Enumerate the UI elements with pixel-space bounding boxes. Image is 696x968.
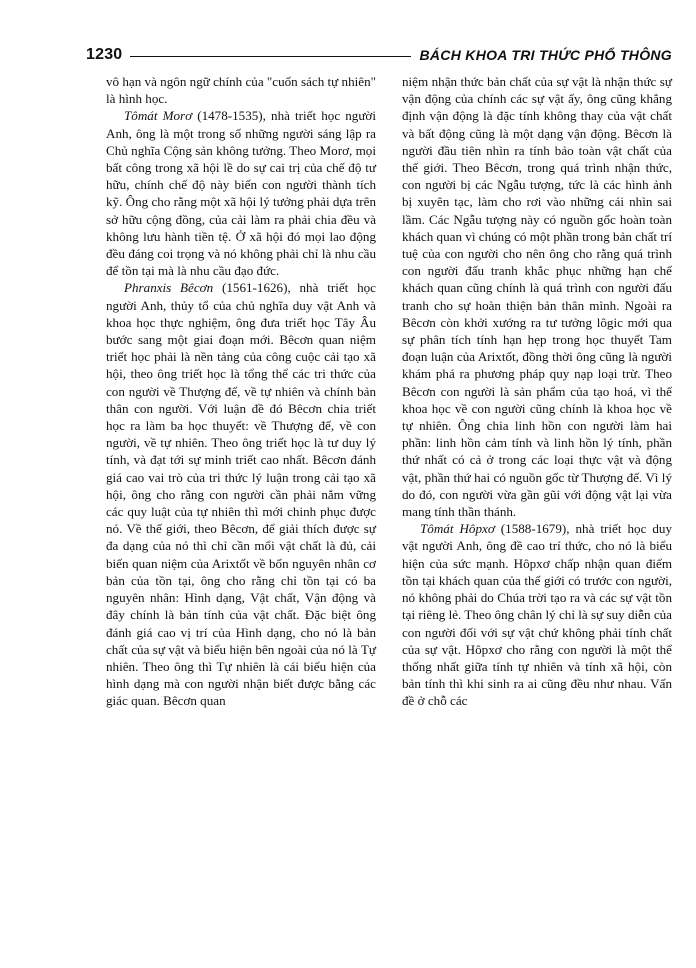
paragraph-thomas-more (106, 107, 376, 279)
text-columns (106, 73, 672, 710)
paragraph-text: (1478-1535), nhà triết học người Anh, ông là một trong số những người sáng lập ra Chủ nghĩa Cộng sản không tưởng. Theo Morơ, mọi bất công trong xã hội lề do sự cai trị của chế độ tư hữu, chính chế độ này biến con người thành tích kỹ. Ông cho rằng một xã hội lý tưởng phải dựa trên sở hữu cộng đồng, của cải làm ra phải chia đều và không lưu hành tiền tệ. Ở xã hội đó mọi lao động đều đáng coi trọng và nó không phải chỉ là nhu cầu để tồn tại mà là nhu cầu đạo đức. (106, 108, 376, 279)
paragraph-text: vô hạn và ngôn ngữ chính của "cuốn sách tự nhiên" là hình học. (106, 74, 376, 107)
philosopher-name: Tômát Morơ (124, 108, 193, 124)
running-title: BÁCH KHOA TRI THỨC PHỔ THÔNG (419, 47, 672, 63)
paragraph-continuation (106, 73, 376, 107)
paragraph-text: niệm nhận thức bản chất của sự vật là nhận thức sự vận động của chính các sự vật ấy, ông cũng khẳng định vận động là đặc tính không thay của vật chất và bất động cũng là một dạng vận động. Bêcơn là người đầu tiên nhìn ra tính bảo toàn vật chất của thế giới. Theo Bêcơn, trong quá trình nhận thức, con người bị các Ngẫu tượng, tức là các hình ảnh bị xuyên tạc, làm cho rơi vào những cái nhìn sai lầm. Các Ngẫu tượng này có nguồn gốc hoàn toàn khách quan vì chúng có một phần trong bản chất trí tuệ của con người cho nên ông cho rằng quá trình con người đấu tranh khắc phục những hạn chế khách quan cũng chính là quá trình con người đấu tranh cho sự hoàn thiện bản thân mình. Ngoài ra Bêcơn còn khởi xướng ra tư tưởng lôgic mới qua sự phân tích tính hạn hẹp trong học thuyết Tam đoạn luận của Arixtốt, đồng thời ông cũng là người khám phá ra phương pháp quy nạp loại trừ. Theo Bêcơn con người là sản phẩm của tạo hoá, vì thế khoa học về con người cũng chính là khoa học về tự nhiên. Ông chia linh hồn con người làm hai phần: linh hồn cảm tính và linh hồn lý tính, phần thứ nhất có cả ở trong các loại thực vật và động vật, phần thứ hai có nguồn gốc từ Thượng đế. Vì lý do đó, con người vừa gần gũi với động vật lại vừa mang tính thần thánh. (402, 74, 672, 520)
philosopher-name: Phranxis Bêcơn (124, 280, 214, 296)
paragraph-thomas-hobbes (402, 520, 672, 709)
page-number: 1230 (86, 46, 123, 63)
page-header (86, 44, 672, 66)
right-column (402, 73, 672, 710)
left-column (106, 73, 376, 710)
philosopher-name: Tômát Hôpxơ (420, 521, 495, 537)
paragraph-bacon-continued (402, 73, 672, 520)
header-rule (130, 56, 411, 57)
paragraph-francis-bacon (106, 279, 376, 709)
paragraph-text: (1561-1626), nhà triết học người Anh, thủy tổ của chủ nghĩa duy vật Anh và khoa học thực nghiệm, ông đưa triết học Tây Âu bước sang một giai đoạn mới. Bêcơn quan niệm triết học phải là nền tảng của công cuộc cải tạo xã hội, theo ông triết học là tổng thể các tri thức của con người về Thượng đế, về tự nhiên và chính bản thân con người. Với luận đề đó Bêcơn chia triết học ra làm ba học thuyết: về Thượng đế, về con người, về tự nhiên. Theo ông triết học là tư duy lý tính, và đạt tới sự minh triết cao nhất. Bêcơn đánh giá cao vai trò của tri thức lý luận trong cải tạo xã hội, ông cho rằng con người cần phải nắm vững các quy luật của tự nhiên thì mới chinh phục được nó. Về thế giới, theo Bêcơn, để giải thích được sự đa dạng của nó thì chỉ cần mổi vật chất là đủ, cải biến quan niệm của Arixtốt về bốn nguyên nhân cơ bản của tồn tại, ông cho rằng chỉ tồn tại có ba nguyên nhân: Hình dạng, Vật chất, Vận động và đây chính là bản tính của vật chất. Đặc biệt ông đánh giá cao vị trí của Hình dạng, cho nó là bản chất của sự vật và biểu hiện bên ngoài của nó là Tự nhiên. Theo ông thì Tự nhiên là cái biểu hiện của hình dạng mà con người nhận biết được bằng các giác quan. Bêcơn quan (106, 280, 376, 709)
paragraph-text: (1588-1679), nhà triết học duy vật người Anh, ông đề cao trí thức, cho nó là biểu hiện của sức mạnh. Hôpxơ chấp nhận quan điểm tồn tại khách quan của thế giới có trước con người, nó không phải do Chúa trời tạo ra và các sự vật tồn tại riêng lẻ. Theo ông chân lý chỉ là sự suy diễn của con người đối với sự vật chứ không phải tính chất của sự vật. Hôpxơ cho rằng con người là một thể thống nhất giữa tính tự nhiên và tính xã hội, còn bản tính thì khi sinh ra ai cũng đều như nhau. Vấn đề ở chỗ các (402, 521, 673, 709)
